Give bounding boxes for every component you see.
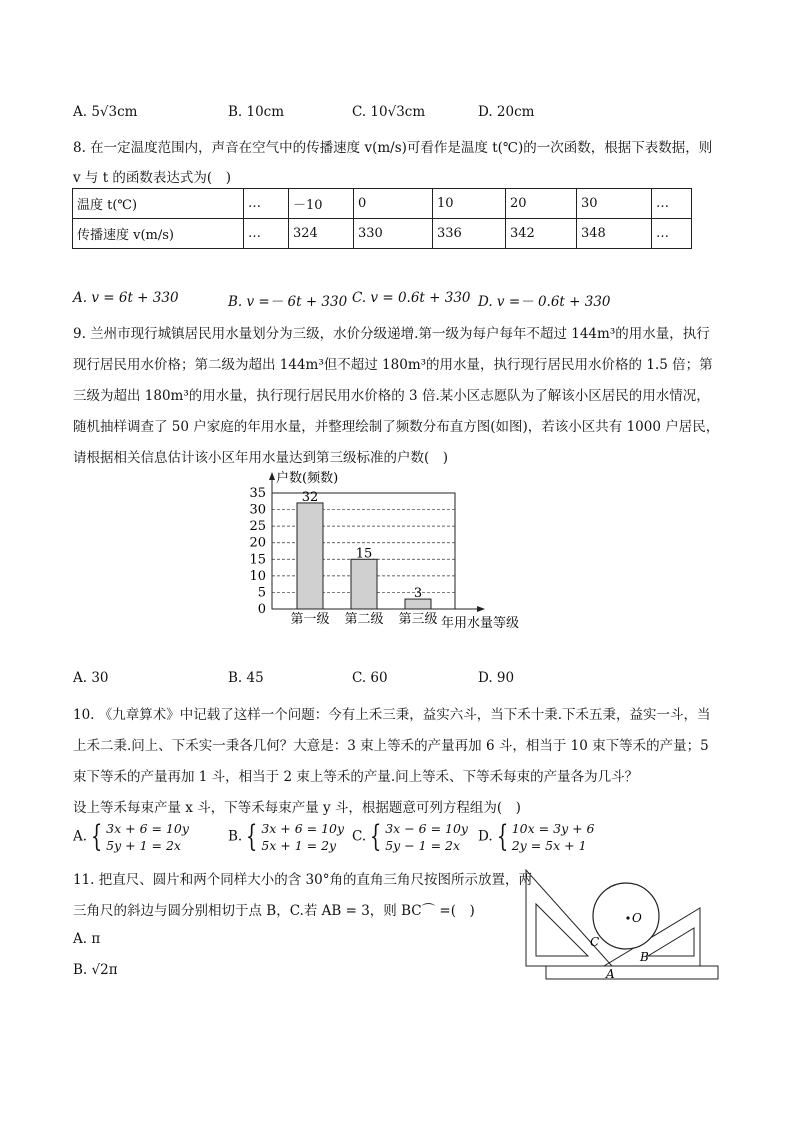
label-b: B [640, 950, 649, 964]
y-tick-label: 35 [249, 486, 266, 501]
table-cell: 20 [506, 189, 577, 219]
y-tick-label: 5 [257, 585, 266, 601]
y-tick-label: 0 [257, 602, 266, 617]
label-a: A [606, 967, 615, 981]
q8-option-a: A. v = 6t + 330 [73, 290, 179, 306]
q7-option-d: D. 20cm [478, 104, 535, 120]
equation-system [261, 820, 344, 854]
q11-option-a: A. π [73, 931, 101, 947]
q7-option-b: B. 10cm [228, 104, 285, 120]
table-cell: … [652, 189, 692, 219]
equation: 5x + 1 = 2y [261, 838, 337, 853]
equation: 5y − 1 = 2x [385, 838, 461, 853]
frequency-histogram [240, 466, 560, 636]
q9-text-line5: 请根据相关信息估计该小区年用水量达到第三级标准的户数( ) [73, 450, 449, 466]
table-cell: 348 [577, 219, 652, 249]
q11-option-b: B. √2π [73, 962, 118, 978]
option-label: C. [352, 828, 367, 845]
equation-system [106, 820, 189, 854]
brace: { [496, 819, 508, 854]
table-cell: 330 [354, 219, 433, 249]
brace: { [246, 819, 258, 854]
table-cell: … [244, 219, 289, 249]
option-label: A. [73, 828, 88, 845]
q9-text-line2: 现行居民用水价格；第二级为超出 144m³但不超过 180m³的用水量，执行现行居民用水价格的 1.5 倍；第 [73, 357, 713, 373]
equation: 2y = 5x + 1 [511, 838, 587, 853]
table-cell: －10 [289, 189, 354, 219]
q10-option-a [73, 820, 189, 854]
brace: { [369, 819, 382, 854]
equation: 3x + 6 = 10y [106, 821, 189, 836]
equation-system [512, 820, 595, 854]
q8-text-line1: 8. 在一定温度范围内，声音在空气中的传播速度 v(m/s)可看作是温度 t(℃)的一次函数，根据下表数据，则 [73, 140, 713, 156]
equation-system [385, 820, 468, 854]
ruler [546, 966, 718, 979]
equation: 3x − 6 = 10y [385, 821, 468, 836]
q8-data-table [72, 188, 692, 249]
x-tick-label: 第一级 [290, 612, 330, 627]
label-c: C [590, 935, 600, 949]
q10-text-line3: 束下等禾的产量再加 1 斗，相当于 2 束上等禾的产量.问上等禾、下等禾每束的产量各为几斗？ [73, 769, 639, 785]
y-tick-label: 30 [249, 502, 266, 518]
label-o: O [632, 911, 642, 925]
x-tick-label: 第三级 [398, 612, 438, 627]
y-axis-label: 户数(频数) [276, 471, 339, 486]
q9-text-line4: 随机抽样调查了 50 户家庭的年用水量，并整理绘制了频数分布直方图(如图)，若该小区共有 1000 户居民， [73, 419, 720, 435]
table-cell: … [652, 219, 692, 249]
table-cell: 336 [433, 219, 506, 249]
q11-text-line1: 11. 把直尺、圆片和两个同样大小的含 30°角的直角三角尺按图所示放置，两 [73, 872, 532, 888]
equation: 3x + 6 = 10y [261, 821, 345, 836]
y-tick-label: 15 [249, 552, 266, 568]
x-axis-arrow [477, 606, 485, 612]
brace: { [90, 819, 103, 854]
table-row [73, 219, 692, 249]
option-label: D. [478, 828, 493, 845]
equation: 5y + 1 = 2x [106, 838, 181, 853]
q10-option-d [478, 820, 595, 854]
q9-option-a: A. 30 [73, 670, 109, 686]
bar [297, 503, 323, 609]
q10-option-b [228, 820, 344, 854]
q8-option-d: D. v =－ 0.6t + 330 [478, 294, 611, 310]
q9-option-c: C. 60 [352, 670, 388, 686]
table-row [73, 189, 692, 219]
q11-text-line2: 三角尺的斜边与圆分别相切于点 B，C.若 AB = 3，则 BC⌒ =( ) [73, 903, 475, 919]
q9-text-line3: 三级为超出 180m³的用水量，执行现行居民用水价格的 3 倍.某小区志愿队为了解该小区居民的用水情况， [73, 388, 710, 404]
table-cell: 342 [506, 219, 577, 249]
bar-data-label: 3 [413, 586, 423, 602]
circle [593, 883, 659, 949]
q10-text-line1: 10. 《九章算术》中记载了这样一个问题：今有上禾三秉，益实六斗，当下禾十秉.下禾五秉，益实一斗，当 [73, 707, 711, 723]
q9-option-b: B. 45 [228, 670, 264, 686]
q10-text-line4: 设上等禾每束产量 x 斗，下等禾每束产量 y 斗，根据题意可列方程组为( ) [73, 800, 521, 816]
y-tick-label: 10 [249, 568, 266, 584]
q10-option-c [352, 820, 468, 854]
table-cell: 10 [433, 189, 506, 219]
table-cell: 传播速度 v(m/s) [73, 219, 244, 249]
x-axis-label: 年用水量等级 [441, 616, 520, 631]
y-tick-label: 20 [249, 535, 266, 551]
bar [351, 559, 377, 609]
bar-data-label: 32 [301, 489, 319, 505]
q9-text-line1: 9. 兰州市现行城镇居民用水量划分为三级，水价分级递增.第一级为每户每年不超过 144m³的用水量，执行 [73, 326, 710, 342]
center-point [626, 916, 629, 919]
y-tick-label: 25 [249, 519, 266, 535]
table-cell: 30 [577, 189, 652, 219]
q8-text-line2: v 与 t 的函数表达式为( ) [73, 170, 231, 186]
table-cell: 324 [289, 219, 354, 249]
bar-data-label: 15 [355, 546, 373, 562]
x-tick-label: 第二级 [344, 612, 384, 627]
q8-option-c: C. v = 0.6t + 330 [352, 290, 471, 306]
q7-option-a: A. 5√3cm [73, 104, 138, 120]
table-cell: 0 [354, 189, 433, 219]
table-cell: … [244, 189, 289, 219]
q8-option-b: B. v =－ 6t + 330 [228, 294, 348, 310]
q9-option-d: D. 90 [478, 670, 515, 686]
geometry-figure [540, 866, 725, 986]
table-cell: 温度 t(℃) [73, 189, 244, 219]
option-label: B. [228, 828, 243, 845]
q7-option-c: C. 10√3cm [352, 104, 426, 120]
equation: 10x = 3y + 6 [511, 821, 595, 836]
q10-text-line2: 上禾二秉.问上、下禾实一秉各几何？大意是：3 束上等禾的产量再加 6 斗，相当于 10 束下等禾的产量；5 [73, 738, 709, 754]
y-axis-arrow [269, 472, 275, 480]
